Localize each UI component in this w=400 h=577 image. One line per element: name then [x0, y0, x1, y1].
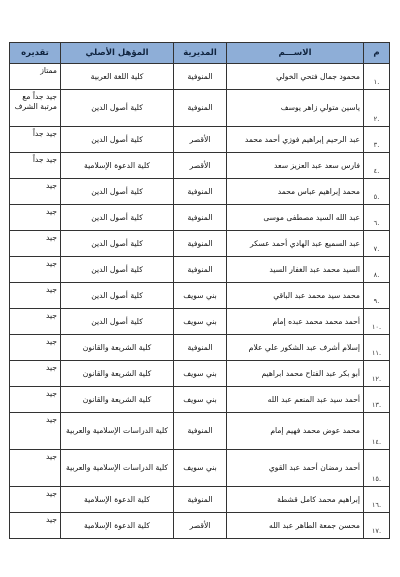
row-number-cell: .١٦ — [364, 487, 390, 513]
directorate-cell: بني سويف — [174, 387, 227, 413]
table-row — [10, 64, 390, 90]
grade-cell: جيد — [10, 513, 61, 539]
directorate-cell: المنوفية — [174, 64, 227, 90]
directorate-cell: المنوفية — [174, 257, 227, 283]
header-dept: المديرية — [174, 43, 227, 64]
row-number-cell: .١٠ — [364, 309, 390, 335]
directorate-cell: المنوفية — [174, 231, 227, 257]
grade-cell: جيد — [10, 283, 61, 309]
qualification-cell: كلية أصول الدين — [61, 205, 174, 231]
row-number-cell: .٦ — [364, 205, 390, 231]
student-name-cell: أحمد رمضان أحمد عبد القوي — [227, 450, 364, 487]
directorate-cell: بني سويف — [174, 283, 227, 309]
row-number-cell: .١٧ — [364, 513, 390, 539]
directorate-cell: المنوفية — [174, 179, 227, 205]
row-number-cell: .١٣ — [364, 387, 390, 413]
table-row — [10, 90, 390, 127]
qualification-cell: كلية الدعوة الإسلامية — [61, 513, 174, 539]
student-name-cell: فارس سعد عبد العزيز سعد — [227, 153, 364, 179]
table-row — [10, 127, 390, 153]
header-grade: تقديره — [10, 43, 61, 64]
qualification-cell: كلية الشريعة والقانون — [61, 335, 174, 361]
grade-cell: جيد — [10, 450, 61, 487]
grade-cell: جيد — [10, 257, 61, 283]
grade-cell: جيد جداً مع مرتبة الشرف — [10, 90, 61, 127]
grade-cell: جيد جداً — [10, 127, 61, 153]
grade-cell: ممتاز — [10, 64, 61, 90]
grade-cell: جيد — [10, 205, 61, 231]
directorate-cell: بني سويف — [174, 450, 227, 487]
row-number-cell: .٢ — [364, 90, 390, 127]
grade-cell: جيد — [10, 387, 61, 413]
table-row — [10, 361, 390, 387]
qualification-cell: كلية الدراسات الإسلامية والعربية — [61, 413, 174, 450]
header-name: الاســـم — [227, 43, 364, 64]
table-row — [10, 513, 390, 539]
grade-cell: جيد — [10, 335, 61, 361]
student-name-cell: محمد عوض محمد فهيم إمام — [227, 413, 364, 450]
row-number-cell: .٤ — [364, 153, 390, 179]
directorate-cell: بني سويف — [174, 309, 227, 335]
table-row — [10, 153, 390, 179]
qualification-cell: كلية الشريعة والقانون — [61, 387, 174, 413]
grade-cell: جيد — [10, 179, 61, 205]
row-number-cell: .١٤ — [364, 413, 390, 450]
qualification-cell: كلية أصول الدين — [61, 309, 174, 335]
grade-cell: جيد — [10, 309, 61, 335]
directorate-cell: المنوفية — [174, 413, 227, 450]
row-number-cell: .١ — [364, 64, 390, 90]
header-qual: المؤهل الأصلي — [61, 43, 174, 64]
qualification-cell: كلية أصول الدين — [61, 231, 174, 257]
table-row — [10, 257, 390, 283]
qualification-cell: كلية أصول الدين — [61, 257, 174, 283]
table-row — [10, 205, 390, 231]
student-name-cell: ياسين متولي زاهر يوسف — [227, 90, 364, 127]
student-name-cell: محسن جمعة الطاهر عبد الله — [227, 513, 364, 539]
student-name-cell: أحمد محمد محمد عبده إمام — [227, 309, 364, 335]
qualification-cell: كلية أصول الدين — [61, 179, 174, 205]
qualification-cell: كلية اللغة العربية — [61, 64, 174, 90]
student-name-cell: محمد سيد محمد عبد الباقي — [227, 283, 364, 309]
directorate-cell: المنوفية — [174, 335, 227, 361]
directorate-cell: الأقصر — [174, 153, 227, 179]
qualification-cell: كلية أصول الدين — [61, 127, 174, 153]
table-row — [10, 413, 390, 450]
qualification-cell: كلية أصول الدين — [61, 90, 174, 127]
directorate-cell: الأقصر — [174, 127, 227, 153]
directorate-cell: الأقصر — [174, 513, 227, 539]
student-name-cell: محمد إبراهيم عباس محمد — [227, 179, 364, 205]
student-name-cell: أبو بكر عبد الفتاح محمد ابراهيم — [227, 361, 364, 387]
qualification-cell: كلية أصول الدين — [61, 283, 174, 309]
grade-cell: جيد — [10, 413, 61, 450]
table-row — [10, 387, 390, 413]
row-number-cell: .٧ — [364, 231, 390, 257]
student-name-cell: إبراهيم محمد كامل قشطة — [227, 487, 364, 513]
row-number-cell: .٣ — [364, 127, 390, 153]
row-number-cell: .٥ — [364, 179, 390, 205]
row-number-cell: .١٥ — [364, 450, 390, 487]
grade-cell: جيد جداً — [10, 153, 61, 179]
qualification-cell: كلية الشريعة والقانون — [61, 361, 174, 387]
student-name-cell: إسلام أشرف عبد الشكور علي علام — [227, 335, 364, 361]
row-number-cell: .١١ — [364, 335, 390, 361]
grade-cell: جيد — [10, 487, 61, 513]
directorate-cell: المنوفية — [174, 90, 227, 127]
table-row — [10, 309, 390, 335]
student-name-cell: عبد السميع عبد الهادي أحمد عسكر — [227, 231, 364, 257]
header-num: م — [364, 43, 390, 64]
student-name-cell: محمود جمال فتحي الخولي — [227, 64, 364, 90]
table-row — [10, 179, 390, 205]
row-number-cell: .٩ — [364, 283, 390, 309]
directorate-cell: المنوفية — [174, 205, 227, 231]
student-name-cell: عبد الله السيد مصطفى موسى — [227, 205, 364, 231]
row-number-cell: .٨ — [364, 257, 390, 283]
qualification-cell: كلية الدعوة الإسلامية — [61, 487, 174, 513]
table-row — [10, 335, 390, 361]
table-row — [10, 487, 390, 513]
directorate-cell: المنوفية — [174, 487, 227, 513]
table-header-row — [10, 43, 390, 64]
grade-cell: جيد — [10, 231, 61, 257]
table-row — [10, 283, 390, 309]
student-name-cell: عبد الرحيم إبراهيم فوزي أحمد محمد — [227, 127, 364, 153]
row-number-cell: .١٢ — [364, 361, 390, 387]
student-name-cell: السيد محمد عبد الغفار السيد — [227, 257, 364, 283]
results-table — [9, 42, 390, 539]
qualification-cell: كلية الدعوة الإسلامية — [61, 153, 174, 179]
table-row — [10, 450, 390, 487]
table-row — [10, 231, 390, 257]
qualification-cell: كلية الدراسات الإسلامية والعربية — [61, 450, 174, 487]
student-name-cell: أحمد سيد عبد المنعم عبد الله — [227, 387, 364, 413]
directorate-cell: بني سويف — [174, 361, 227, 387]
grade-cell: جيد — [10, 361, 61, 387]
